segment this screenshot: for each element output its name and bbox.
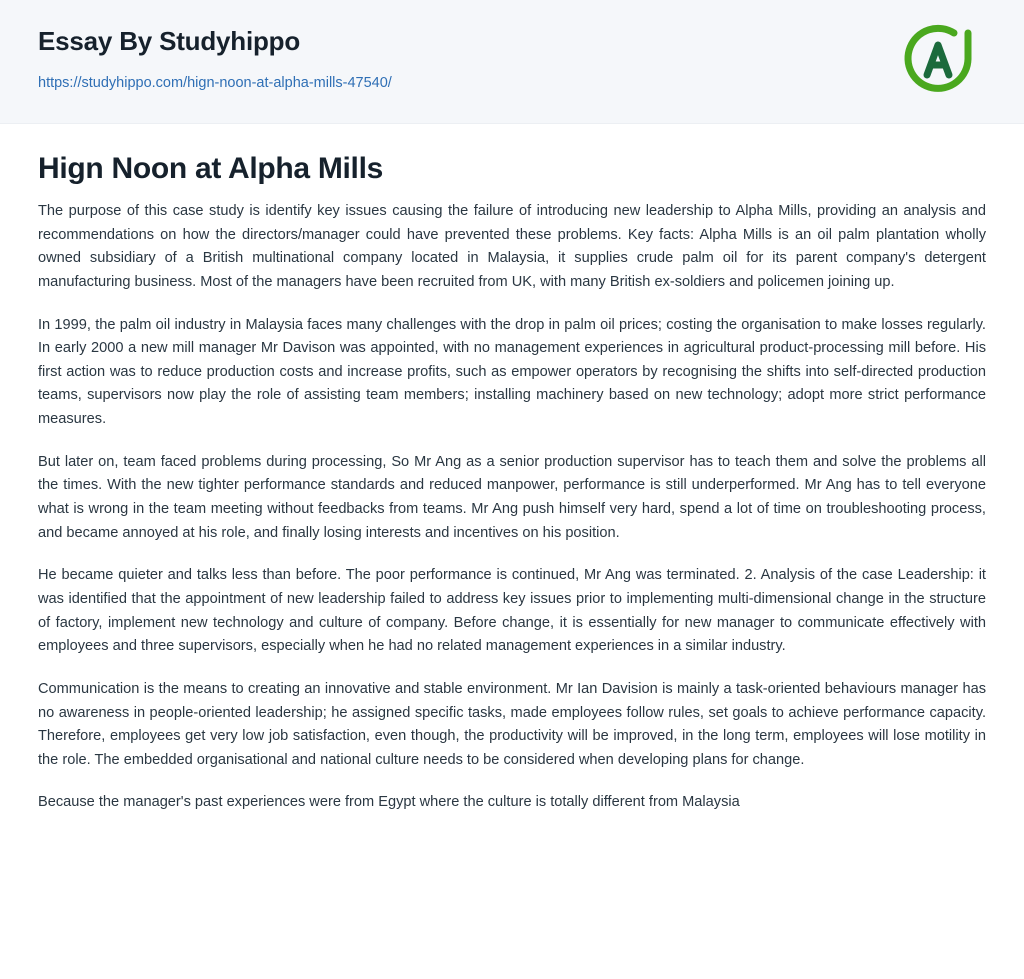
paragraph: He became quieter and talks less than before. The poor performance is continued, Mr Ang was terminated. 2. Analysis of the case Leadership: it was identified that the appointment of new leadership failed to address key issues prior to implementing multi-dimensional change in the structure of factory, implement new technology and culture of company. Before change, it is essentially for new manager to communicate effectively with employees and three supervisors, especially when he had no related management experiences in a similar industry. [38, 567, 986, 655]
studyhippo-a-logo-icon [896, 19, 980, 103]
article-body [0, 124, 1024, 815]
source-url[interactable]: https://studyhippo.com/hign-noon-at-alpha-mills-47540/ [38, 75, 392, 92]
page-title: Hign Noon at Alpha Mills [38, 152, 384, 185]
paragraph: The purpose of this case study is identify key issues causing the failure of introducing new leadership to Alpha Mills, providing an analysis and recommendations on how the directors/manager could have prevented these problems. Key facts: Alpha Mills is an oil palm plantation wholly owned subsidiary of a British multinational company located in Malaysia, it supplies crude palm oil for its parent company's detergent manufacturing business. Most of the managers have been recruited from UK, with many British ex-soldiers and policemen joining up. [38, 203, 986, 290]
paragraph: But later on, team faced problems during processing, So Mr Ang as a senior production supervisor has to teach them and solve the problems all the times. With the new tighter performance standards and reduced manpower, performance is still underperformed. Mr Ang has to tell everyone what is wrong in the team meeting without feedbacks from teams. Mr Ang push himself very hard, spend a lot of time on troubleshooting process, and became annoyed at his role, and finally losing interests and incentives on his position. [38, 453, 986, 541]
paragraph: Because the manager's past experiences were from Egypt where the culture is totally different from Malaysia [38, 794, 740, 811]
paragraph: In 1999, the palm oil industry in Malaysia faces many challenges with the drop in palm oil prices; costing the organisation to make losses regularly. In early 2000 a new mill manager Mr Davison was appointed, with no management experiences in agricultural product-processing mill before. His first action was to reduce production costs and increase profits, such as empower operators by recognising the shifts into self-directed production teams, supervisors now play the role of assisting team members; installing machinery based on new technology; adopt more strict performance measures. [38, 316, 986, 428]
paragraph: Communication is the means to creating an innovative and stable environment. Mr Ian Davision is mainly a task-oriented behaviours manager has no awareness in people-oriented leadership; he assigned specific tasks, made employees follow rules, set goals to achieve performance capacity. Therefore, employees get very low job satisfaction, even though, the productivity will be improved, in the long term, employees will lose motility in the role. The embedded organisational and national culture needs to be considered when developing plans for change. [38, 680, 986, 768]
brand-title: Essay By Studyhippo [38, 26, 301, 56]
site-header [0, 0, 1024, 124]
